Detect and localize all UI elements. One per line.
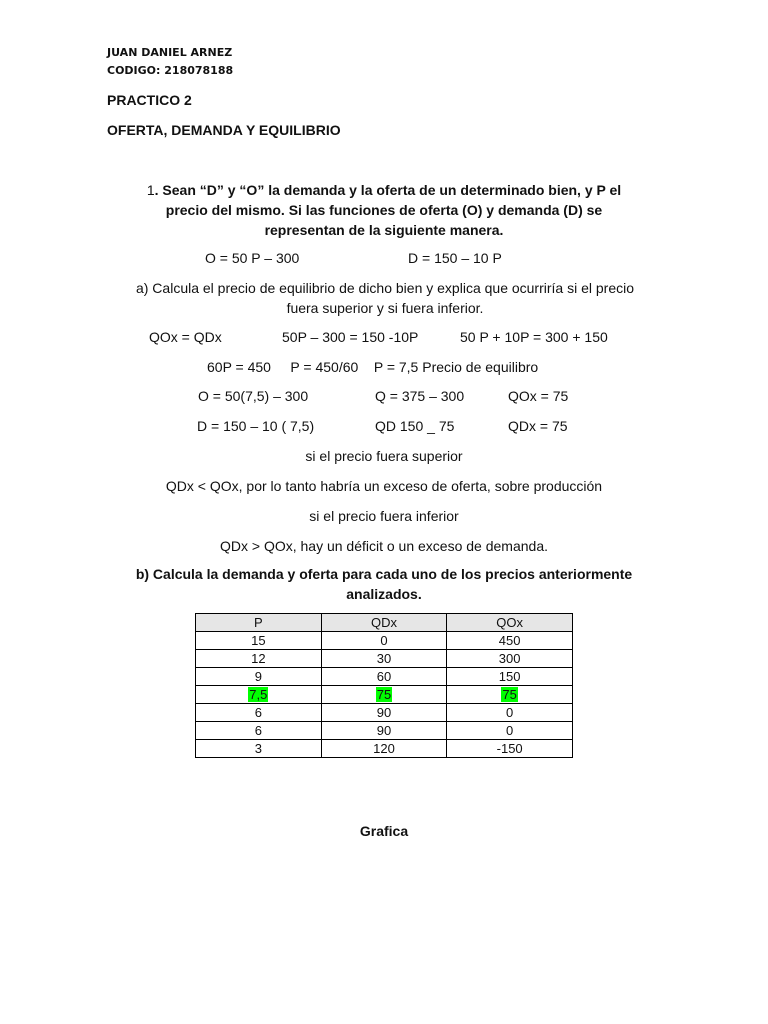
table-row <box>196 668 573 686</box>
calc-row-4c: QDx = 75 <box>508 418 568 434</box>
question-1-line-1-text: . Sean “D” y “O” la demanda y la oferta de un determinado bien, y P el <box>154 182 622 198</box>
highlight-qox: 75 <box>502 687 517 702</box>
function-equations <box>205 248 585 268</box>
cell-p: 3 <box>196 740 322 758</box>
calc-row-3c: QOx = 75 <box>508 388 569 404</box>
table-row <box>196 704 573 722</box>
calc-row-1a: QOx = QDx <box>149 329 222 345</box>
calc-row-4a: D = 150 – 10 ( 7,5) <box>197 418 315 434</box>
question-1-line-1 <box>100 180 668 200</box>
cell-qdx: 0 <box>321 632 447 650</box>
table-row-equilibrium <box>196 686 573 704</box>
author-name: JUAN DANIEL ARNEZ <box>107 46 233 59</box>
calc-row-3b: Q = 375 – 300 <box>375 388 465 404</box>
cell-qdx <box>321 686 447 704</box>
calc-row-1c: 50 P + 10P = 300 + 150 <box>460 329 608 345</box>
header-qox: QOx <box>447 614 573 632</box>
cell-qdx: 120 <box>321 740 447 758</box>
cell-p: 6 <box>196 704 322 722</box>
header-qdx: QDx <box>321 614 447 632</box>
calc-row-1b: 50P – 300 = 150 -10P <box>282 329 419 345</box>
grafica-heading: Grafica <box>359 823 409 839</box>
cell-qdx: 30 <box>321 650 447 668</box>
table-row <box>196 740 573 758</box>
highlight-qdx: 75 <box>376 687 392 702</box>
cell-qdx: 90 <box>321 722 447 740</box>
cell-p <box>196 686 322 704</box>
subject-title: OFERTA, DEMANDA Y EQUILIBRIO <box>107 122 341 138</box>
part-b-question <box>100 564 668 604</box>
table-header-row <box>196 614 573 632</box>
question-number: 1 <box>146 182 155 198</box>
question-1-line-3: representan de la siguiente manera. <box>264 222 504 238</box>
highlight-p: 7,5 <box>249 687 268 702</box>
cell-p: 12 <box>196 650 322 668</box>
part-a-question <box>110 278 660 318</box>
cell-qox: 300 <box>447 650 573 668</box>
inferior-label: si el precio fuera inferior <box>309 508 459 524</box>
practice-title: PRACTICO 2 <box>107 92 192 108</box>
part-b-line-1: b) Calcula la demanda y oferta para cada uno de los precios anteriormente <box>135 566 633 582</box>
table-row <box>196 632 573 650</box>
cell-qox: 450 <box>447 632 573 650</box>
calc-row-2: 60P = 450 P = 450/60 P = 7,5 Precio de equilibro <box>207 359 539 375</box>
cell-qox: 0 <box>447 704 573 722</box>
cell-p: 6 <box>196 722 322 740</box>
table-row <box>196 650 573 668</box>
part-b-line-2: analizados. <box>346 586 422 602</box>
header-p: P <box>196 614 322 632</box>
cell-qox: 150 <box>447 668 573 686</box>
part-a-line-2: fuera superior y si fuera inferior. <box>286 300 484 316</box>
question-1 <box>100 180 668 240</box>
price-quantity-table <box>195 613 573 758</box>
question-1-line-2: precio del mismo. Si las funciones de oferta (O) y demanda (D) se <box>165 202 603 218</box>
offer-equation: O = 50 P – 300 <box>205 250 300 266</box>
cell-qox: -150 <box>447 740 573 758</box>
table-row <box>196 722 573 740</box>
superior-label: si el precio fuera superior <box>305 448 463 464</box>
inferior-text: QDx > QOx, hay un déficit o un exceso de demanda. <box>219 538 548 554</box>
calc-row-4b: QD 150 _ 75 <box>375 418 455 434</box>
calc-row-3a: O = 50(7,5) – 300 <box>198 388 309 404</box>
cell-qox: 0 <box>447 722 573 740</box>
author-code: CODIGO: 218078188 <box>107 64 234 77</box>
part-a-line-1: a) Calcula el precio de equilibrio de dicho bien y explica que ocurriría si el precio <box>135 280 635 296</box>
superior-text: QDx < QOx, por lo tanto habría un exceso de oferta, sobre producción <box>165 478 603 494</box>
cell-qdx: 90 <box>321 704 447 722</box>
cell-qox <box>447 686 573 704</box>
cell-p: 15 <box>196 632 322 650</box>
demand-equation: D = 150 – 10 P <box>408 250 502 266</box>
cell-qdx: 60 <box>321 668 447 686</box>
cell-p: 9 <box>196 668 322 686</box>
